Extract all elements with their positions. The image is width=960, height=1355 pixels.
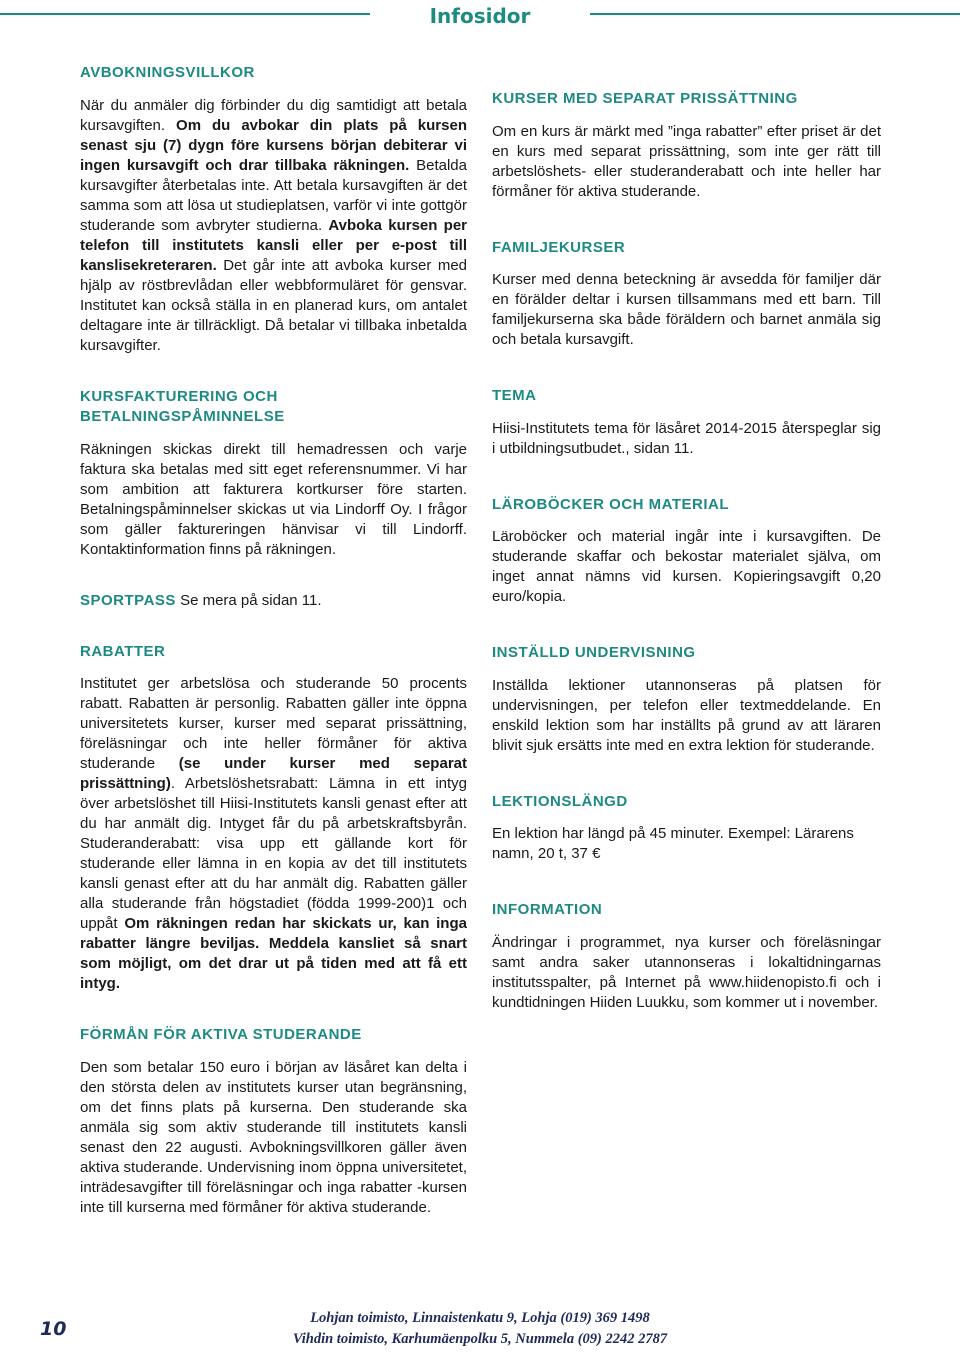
heading-separat-prissattning: KURSER MED SEPARAT PRISSÄTTNING <box>492 90 798 107</box>
heading-installd-undervisning: INSTÄLLD UNDERVISNING <box>492 644 696 661</box>
section-avbokningsvillkor <box>80 63 467 356</box>
heading-lektionslangd: LEKTIONSLÄNGD <box>492 792 628 810</box>
text-sportpass <box>80 591 467 611</box>
rabatter-text-3: . Arbetslöshetsrabatt: Lämna in ett intyg över arbetslöshet till Hiisi-Institutets kansli genast efter att du har anmält dig. Intyget får du på arbetskraftsbyrån. Studeranderabatt: visa upp ett gällande kort för studerande eller lämna in en kopia av det till institutets kansli genast efter att du har anmält dig. Rabatten gäller alla studerande från högstadiet (födda 1999-200)1 och uppåt <box>80 775 467 932</box>
text-forman: Den som betalar 150 euro i början av läsåret kan delta i den största delen av institutets kurser utan begränsning, om det finns plats på kurserna. Den studerande ska anmäla sig som aktiv studerande till institutets kansli senast den 22 augusti. Avbokningsvillkoren gäller även aktiva studerande. Undervisning inom öppna universitetet, inträdesavgifter till föreläsningar och inga rabatter -kursen inte till kurserna med förmåner för aktiva studerande. <box>80 1058 467 1216</box>
rabatter-text-4: Om räkningen redan har skickats ur, kan inga rabatter längre beviljas. Meddela kansliet så snart som möjligt, om det drar ut på tiden med att få ett intyg. <box>80 915 467 992</box>
text-separat-prissattning: Om en kurs är märkt med ”inga rabatter” efter priset är det en kurs med separat prissättning, som inte ger rätt till arbetslöshets- eller studeranderabatt och inte heller har förmåner för aktiva studerande. <box>492 122 881 200</box>
avbokning-text-5: Det går inte att avboka kurser med hjälp av röstbrevlådan eller webbformuläret för gensvar. Institutet kan också ställa in en planerad kurs, om antalet deltagare inte är tillräckligt. Då betalar vi tillbaka inbetalda kursavgifter. <box>80 256 467 354</box>
section-separat-prissattning <box>492 89 881 202</box>
section-familjekurser <box>492 238 881 351</box>
footer-line-lohja: Lohjan toimisto, Linnaistenkatu 9, Lohja (019) 369 1498 <box>310 1310 650 1326</box>
footer-line-vihti: Vihdin toimisto, Karhumäenpolku 5, Nummela (09) 2242 2787 <box>292 1331 668 1347</box>
heading-tema: TEMA <box>492 387 537 404</box>
section-tema <box>492 386 881 459</box>
text-kursfakturering: Räkningen skickas direkt till hemadressen och varje faktura ska betalas med sitt eget referensnummer. Vi har som ambition att fakturera kortkurser före starten. Betalningspåminnelser skickas ut via Lindorff Oy. I frågor som gäller faktureringen hänvisar vi till Lindorff. Kontaktinformation finns på räkningen. <box>80 440 467 558</box>
section-installd-undervisning <box>492 643 881 756</box>
section-rabatter <box>80 642 467 995</box>
section-larobocker <box>492 495 881 608</box>
heading-familjekurser: FAMILJEKURSER <box>492 238 626 256</box>
left-column <box>80 63 467 1218</box>
text-tema: Hiisi-Institutets tema för läsåret 2014-2015 återspeglar sig i utbildningsutbudet., sidan 11. <box>492 419 881 457</box>
section-kursfakturering <box>80 387 467 560</box>
section-forman <box>80 1025 467 1218</box>
heading-kursfakturering <box>80 387 467 428</box>
page-number: 10 <box>40 1318 67 1340</box>
heading-kursfakturering-line1: KURSFAKTURERING OCH <box>80 387 278 405</box>
text-avbokningsvillkor <box>80 96 467 356</box>
heading-information: INFORMATION <box>492 901 603 918</box>
avbokning-text-3: Betalda kursavgifter återbetalas inte. Att betala kursavgiften är det samma som att lösa ut studieplatsen, varför vi inte gottgör studerande som avbryter studierna. <box>80 156 467 234</box>
section-sportpass <box>80 591 467 611</box>
heading-avbokningsvillkor: AVBOKNINGSVILLKOR <box>80 64 255 81</box>
text-rabatter <box>80 674 467 994</box>
information-text: Ändringar i programmet, nya kurser och föreläsningar samt andra saker utannonseras i lokaltidningarnas institutsspalter, på Internet på www.hiidenopisto.fi och i kundtidningen Hiiden Luukku, som kommer ut i november. <box>492 933 881 1011</box>
avbokning-text-1: När du anmäler dig förbinder du dig samtidigt att betala kursavgiften. <box>80 96 467 134</box>
page-header <box>0 0 960 34</box>
footer-contact <box>0 1308 960 1350</box>
section-information <box>492 900 881 1013</box>
heading-larobocker: LÄROBÖCKER OCH MATERIAL <box>492 495 730 513</box>
text-larobocker: Läroböcker och material ingår inte i kursavgiften. De studerande skaffar och bekostar materialet själva, om inget annat nämns vid kursen. Kopieringsavgift 0,20 euro/kopia. <box>492 528 881 605</box>
right-column <box>492 89 881 1013</box>
rabatter-text-1: Institutet ger arbetslösa och studerande 50 procents rabatt. Rabatten är personlig. Rabatten gäller inte öppna universitetets kurser, kurser med separat prissättning, föreläsningar och inte heller förmåner för aktiva studerande <box>80 675 467 772</box>
avbokning-text-2: Om du avbokar din plats på kursen senast sju (7) dygn före kursens början debiterar vi ingen kursavgift och drar tillbaka räkningen. <box>80 116 467 174</box>
heading-rabatter: RABATTER <box>80 642 166 660</box>
text-lektionslangd: En lektion har längd på 45 minuter. Exempel: Lärarens namn, 20 t, 37 € <box>492 825 854 862</box>
section-lektionslangd <box>492 792 881 865</box>
heading-kursfakturering-line2: BETALNINGSPÅMINNELSE <box>80 408 285 425</box>
heading-forman: FÖRMÅN FÖR AKTIVA STUDERANDE <box>80 1026 362 1043</box>
avbokning-text-4: Avboka kursen per telefon till institutets kansli eller per e-post till kanslisekreteraren. <box>80 216 467 274</box>
text-installd-undervisning: Inställda lektioner utannonseras på platsen för undervisningen, per telefon eller textmeddelande. En enskild lektion som har inställts på grund av att läraren blivit sjuk ersätts inte med en extra lektion för studerande. <box>492 676 881 754</box>
page-title: Infosidor <box>429 4 531 28</box>
sportpass-text: Se mera på sidan 11. <box>175 591 322 609</box>
text-information <box>492 933 881 1013</box>
text-familjekurser: Kurser med denna beteckning är avsedda för familjer där en förälder deltar i kursen tillsammans med ett barn. Till familjekurserna ska både föräldern och barnet anmäla sig och betala kursavgift. <box>492 271 881 348</box>
heading-sportpass: SPORTPASS <box>80 591 176 609</box>
rabatter-text-2: (se under kurser med separat prissättning) <box>80 755 467 792</box>
